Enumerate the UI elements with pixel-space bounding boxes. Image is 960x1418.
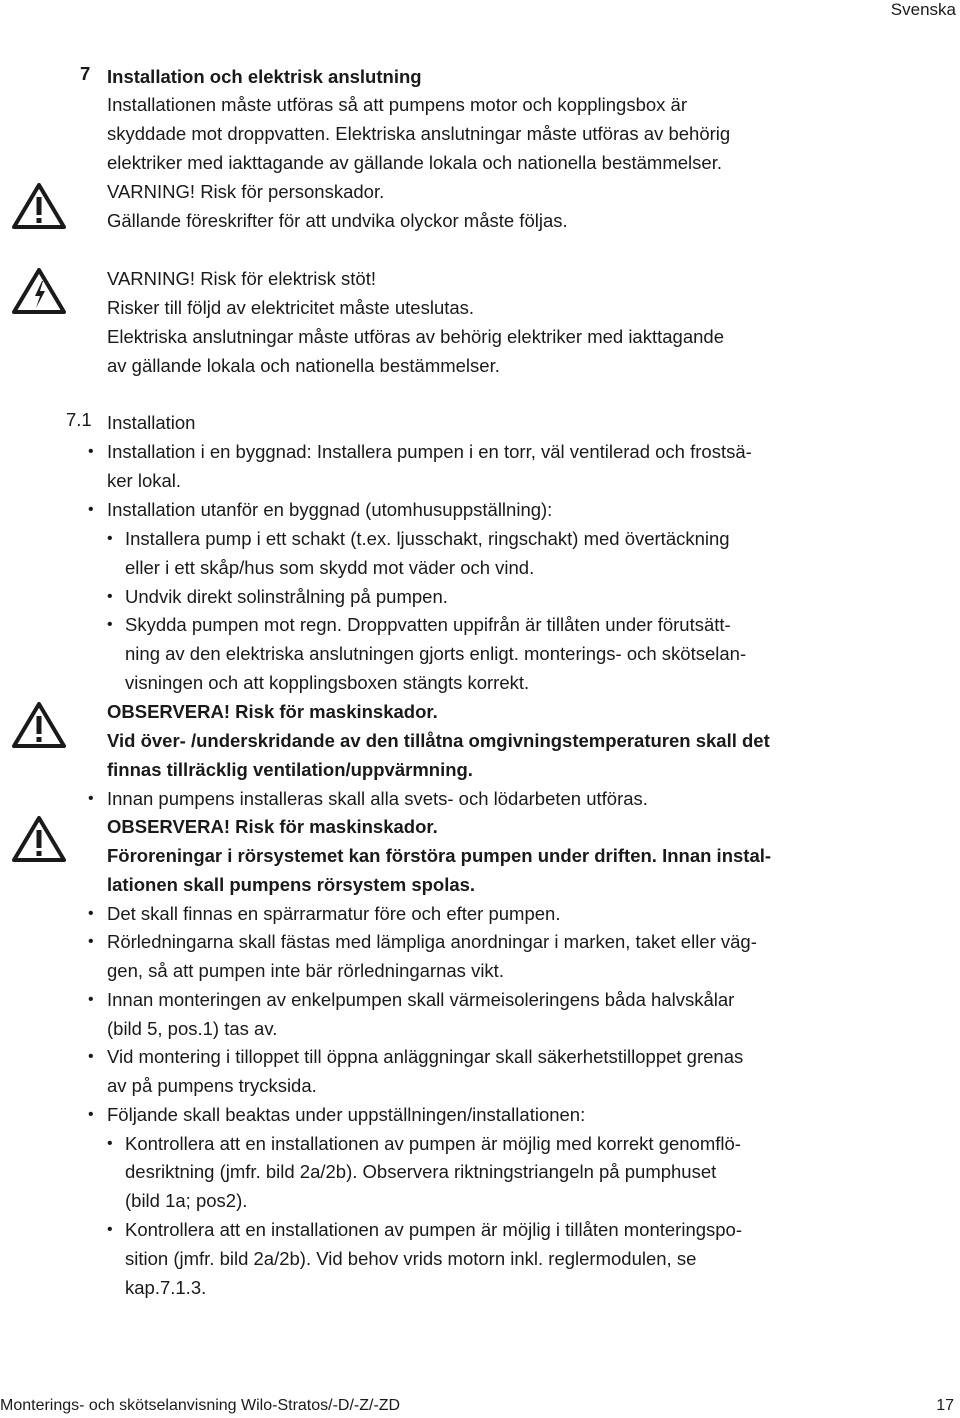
subsection-title: Installation	[107, 412, 196, 433]
caution-heading: OBSERVERA! Risk för maskinskador.	[107, 701, 438, 722]
bullet: •	[88, 790, 94, 807]
list-item: Rörledningarna skall fästas med lämpliga anordningar i marken, taket eller väg-	[107, 931, 757, 952]
sub-list-item: eller i ett skåp/hus som skydd mot väder och vind.	[125, 557, 535, 578]
sub-list-item: kap.7.1.3.	[125, 1277, 207, 1298]
bullet: •	[107, 530, 113, 547]
warning-text: av gällande lokala och nationella bestämmelser.	[107, 355, 500, 376]
warning-heading: VARNING! Risk för personskador.	[107, 181, 385, 202]
bullet: •	[88, 1048, 94, 1065]
list-item: Innan pumpens installeras skall alla svets- och lödarbeten utföras.	[107, 788, 648, 809]
caution-text: Föroreningar i rörsystemet kan förstöra pumpen under driften. Innan instal-	[107, 845, 772, 866]
list-item: av på pumpens trycksida.	[107, 1075, 317, 1096]
sub-list-item: visningen och att kopplingsboxen stängts korrekt.	[125, 672, 530, 693]
section-number: 7	[80, 63, 91, 84]
footer-manual-title: Monterings- och skötselanvisning Wilo-Stratos/-D/-Z/-ZD	[0, 1397, 401, 1414]
sub-list-item: Kontrollera att en installationen av pumpen är möjlig med korrekt genomflö-	[125, 1133, 741, 1154]
bullet: •	[88, 1106, 94, 1123]
bullet: •	[107, 1221, 113, 1238]
warning-text: Gällande föreskrifter för att undvika olyckor måste följas.	[107, 210, 568, 231]
list-item: Följande skall beaktas under uppställningen/installationen:	[107, 1104, 586, 1125]
section-title: Installation och elektrisk anslutning	[107, 66, 422, 87]
caution-heading: OBSERVERA! Risk för maskinskador.	[107, 816, 438, 837]
list-item: Vid montering i tilloppet till öppna anläggningar skall säkerhetstilloppet grenas	[107, 1046, 744, 1067]
warning-heading: VARNING! Risk för elektrisk stöt!	[107, 268, 376, 289]
subsection-number: 7.1	[66, 409, 92, 430]
warning-text: Elektriska anslutningar måste utföras av behörig elektriker med iakttagande	[107, 326, 724, 347]
sub-list-item: Undvik direkt solinstrålning på pumpen.	[125, 586, 448, 607]
list-item: Det skall finnas en spärrarmatur före och efter pumpen.	[107, 903, 561, 924]
warning-icon	[12, 701, 66, 749]
list-item: gen, så att pumpen inte bär rörledningarnas vikt.	[107, 960, 504, 981]
bullet: •	[107, 1135, 113, 1152]
sub-list-item: ning av den elektriska anslutningen gjorts enligt. monterings- och skötselan-	[125, 643, 747, 664]
list-item: (bild 5, pos.1) tas av.	[107, 1018, 278, 1039]
bullet: •	[88, 905, 94, 922]
list-item: ker lokal.	[107, 470, 182, 491]
bullet: •	[88, 501, 94, 518]
sub-list-item: desriktning (jmfr. bild 2a/2b). Observera riktningstriangeln på pumphuset	[125, 1161, 717, 1182]
list-item: Installation i en byggnad: Installera pumpen i en torr, väl ventilerad och frostsä-	[107, 441, 752, 462]
list-item: Innan monteringen av enkelpumpen skall värmeisoleringens båda halvskålar	[107, 989, 735, 1010]
caution-text: lationen skall pumpens rörsystem spolas.	[107, 874, 476, 895]
page-number: 17	[936, 1397, 954, 1414]
sub-list-item: Skydda pumpen mot regn. Droppvatten uppifrån är tillåten under förutsätt-	[125, 614, 731, 635]
bullet: •	[88, 443, 94, 460]
warning-icon	[12, 182, 66, 230]
paragraph-line: elektriker med iakttagande av gällande lokala och nationella bestämmelser.	[107, 152, 722, 173]
warning-text: Risker till följd av elektricitet måste uteslutas.	[107, 297, 475, 318]
paragraph-line: Installationen måste utföras så att pumpens motor och kopplingsbox är	[107, 94, 687, 115]
bullet: •	[107, 588, 113, 605]
list-item: Installation utanför en byggnad (utomhusuppställning):	[107, 499, 553, 520]
sub-list-item: (bild 1a; pos2).	[125, 1190, 248, 1211]
caution-text: finnas tillräcklig ventilation/uppvärmning.	[107, 759, 473, 780]
sub-list-item: sition (jmfr. bild 2a/2b). Vid behov vrids motorn inkl. reglermodulen, se	[125, 1248, 697, 1269]
bullet: •	[88, 933, 94, 950]
language-label: Svenska	[890, 0, 956, 19]
paragraph-line: skyddade mot droppvatten. Elektriska anslutningar måste utföras av behörig	[107, 123, 731, 144]
electric-shock-icon	[12, 267, 66, 315]
sub-list-item: Installera pump i ett schakt (t.ex. ljusschakt, ringschakt) med övertäckning	[125, 528, 730, 549]
bullet: •	[107, 616, 113, 633]
warning-icon	[12, 815, 66, 863]
caution-text: Vid över- /underskridande av den tillåtna omgivningstemperaturen skall det	[107, 730, 770, 751]
sub-list-item: Kontrollera att en installationen av pumpen är möjlig i tillåten monteringspo-	[125, 1219, 743, 1240]
bullet: •	[88, 991, 94, 1008]
